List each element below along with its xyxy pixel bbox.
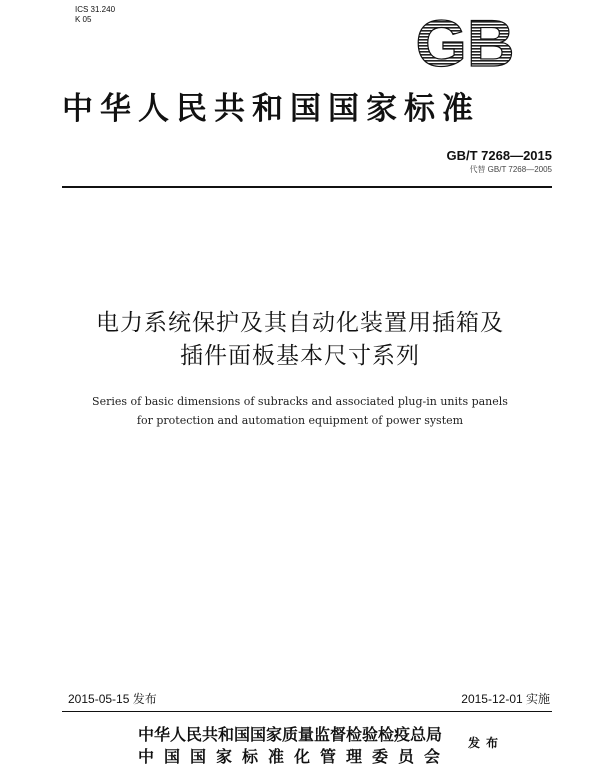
issuer-aqsiq: 中华人民共和国国家质量监督检验检疫总局 xyxy=(138,725,443,744)
title-chinese-line2: 插件面板基本尺寸系列 xyxy=(180,343,420,369)
issuer-sac: 中国国家标准化管理委员会 xyxy=(138,747,451,766)
standard-code: GB/T 7268—2015 xyxy=(446,148,552,163)
gb-logo-text: GB xyxy=(415,12,515,72)
national-standard-heading: 中华人民共和国国家标准 xyxy=(62,91,480,127)
header-divider xyxy=(62,186,552,188)
replaces-standard: 代替 GB/T 7268—2005 xyxy=(469,165,552,174)
ics-code: ICS 31.240 xyxy=(75,5,116,14)
standard-number-block xyxy=(446,148,552,175)
title-english-line2: for protection and automation equipment of power system xyxy=(136,414,464,427)
classification-codes xyxy=(75,5,115,25)
implementation-date: 2015-12-01 实施 xyxy=(461,692,550,706)
footer-divider xyxy=(62,711,552,712)
title-chinese-line1: 电力系统保护及其自动化装置用插箱及 xyxy=(96,310,504,336)
issue-date: 2015-05-15 发布 xyxy=(68,692,157,706)
publish-label: 发布 xyxy=(468,736,505,750)
ccs-code: K 05 xyxy=(75,15,92,24)
title-english-line1: Series of basic dimensions of subracks and associated plug-in units panels xyxy=(92,395,508,408)
gb-logo xyxy=(405,12,525,72)
